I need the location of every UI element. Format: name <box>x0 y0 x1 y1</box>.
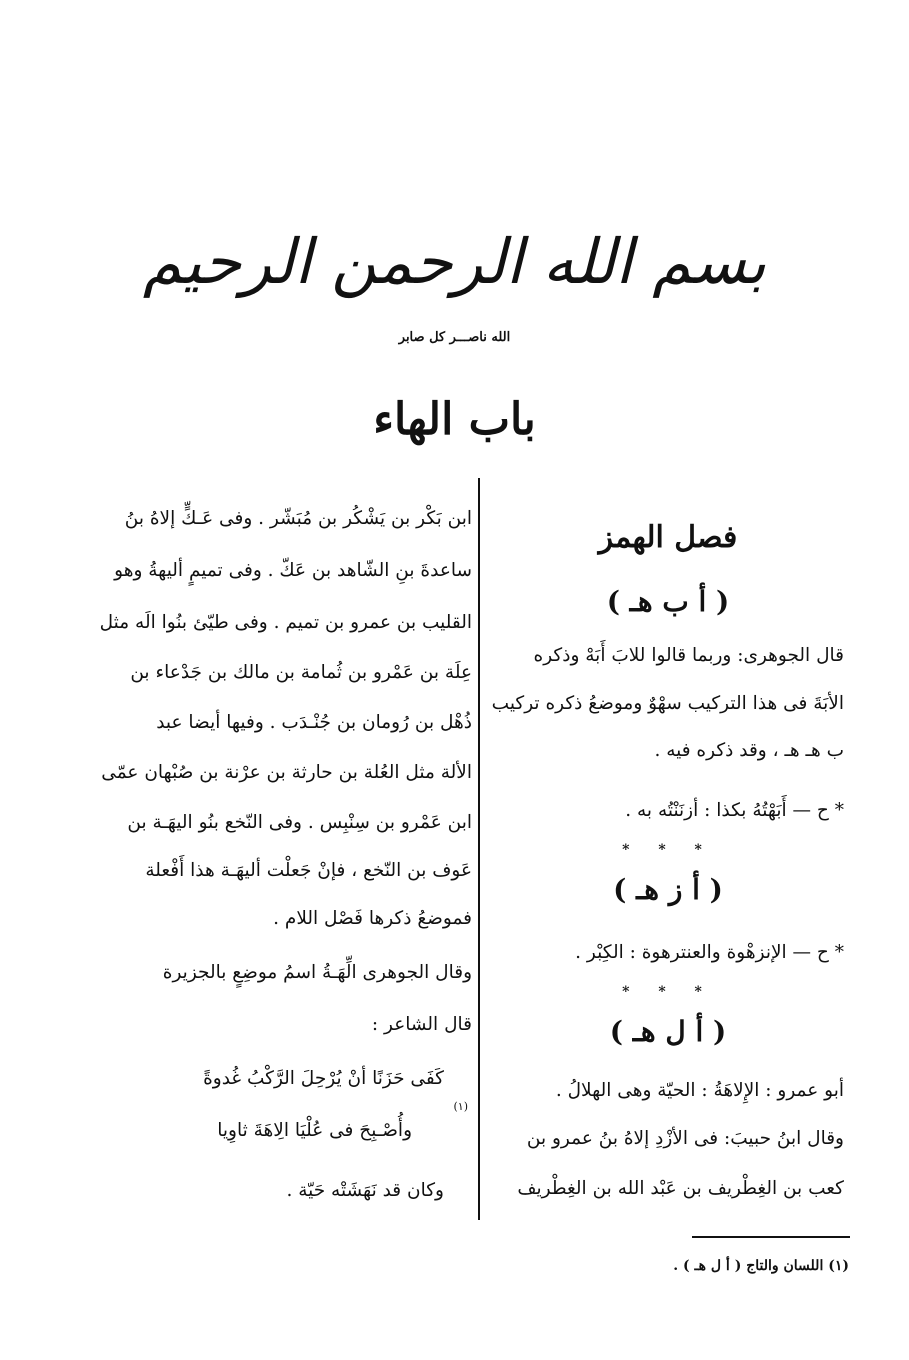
text-line: ابن بَكْر بن يَشْكُر بن مُبَشّر . وفى عَـكٍّ إلاهُ بنُ <box>124 508 472 529</box>
text-line: قال الجوهرى: وربما قالوا للابَ أَبَهْ وذكره <box>533 645 844 666</box>
subtitle-motto: الله ناصـــر كل صابر <box>398 330 511 345</box>
chapter-title: باب الهاء <box>373 394 536 445</box>
text-line: القليب بن عمرو بن تميم . وفى طيّئ بنُوا الَه مثل <box>99 612 472 633</box>
section-separator: * * * <box>622 842 714 858</box>
section-title: فصل الهمز <box>598 520 738 555</box>
root-heading-alh: ( أ ل هـ ) <box>609 1015 727 1048</box>
verse-line: كَفَى حَزَنًا أنْ يُرْحِلَ الرَّكْبُ غُدوةً <box>203 1068 444 1089</box>
column-divider <box>478 478 480 1220</box>
basmala-heading: بسم الله الرحمن الرحيم <box>142 225 767 298</box>
entry-line: * ح — الإنزهْوة والعنترهوة : الكِبْر . <box>575 942 844 963</box>
root-heading-abh: ( أ ب هـ ) <box>606 585 730 618</box>
text-line: فموضعُ ذكرها فَصْل اللام . <box>273 908 472 929</box>
verse-closing: وكان قد نَهَشَتْه حَيّة . <box>286 1180 444 1201</box>
root-heading-azh: ( أ ز هـ ) <box>613 873 723 906</box>
footnote-marker: (١) <box>453 1100 468 1113</box>
text-line: أبو عمرو : الإِلاهَةُ : الحيّة وهى الهلالُ . <box>555 1080 844 1101</box>
section-separator: * * * <box>622 984 714 1000</box>
entry-line: * ح — أَبَهْتُهُ بكذا : أزنَنْتُه به . <box>625 800 844 821</box>
poet-intro: قال الشاعر : <box>371 1014 472 1035</box>
verse-line: وأُصْـبِحَ فى عُلْيَا الِاهَةَ ثاوِيا <box>217 1120 412 1141</box>
footnote-rule <box>692 1236 850 1238</box>
footnote: (١) اللسان والتاج ( أ ل هـ ) . <box>673 1258 849 1274</box>
text-line: الألة مثل العُلة بن حارثة بن عرْنة بن صُبْهان عمّى <box>101 762 472 783</box>
text-line: ب هـ هـ ، وقد ذكره فيه . <box>654 740 844 761</box>
text-line: كعب بن الغِطْريف بن عَبْد الله بن الغِطْريف <box>517 1178 844 1199</box>
text-line: وقال ابنُ حبيبَ: فى الأزْدِ إلاهُ بنُ عمرو بن <box>526 1128 844 1149</box>
text-line: الأبَةَ فى هذا التركيب سهْوٌ وموضعُ ذكره تركيب <box>491 693 844 714</box>
text-line: ابن عَمْرو بن سِنْبِس . وفى النّخع بنُو اليهَـة بن <box>127 812 472 833</box>
text-line: ساعدةَ بنِ الشّاهد بن عَكّ . وفى تميمٍ أليهةُ وهو <box>114 560 472 581</box>
text-line: عِلَة بن عَمْرو بن ثُمامة بن مالك بن جَدْعاء بن <box>130 662 472 683</box>
text-line: وقال الجوهرى الِّهَـةُ اسمُ موضِعٍ بالجزيرة <box>162 962 472 983</box>
text-line: عَوف بن النّخع ، فإنْ جَعلْت أليهَـة هذا أَفْعلة <box>145 860 472 881</box>
text-line: ذُهْل بن رُومان بن جُنْـدَب . وفيها أيضا عبد <box>156 712 472 733</box>
